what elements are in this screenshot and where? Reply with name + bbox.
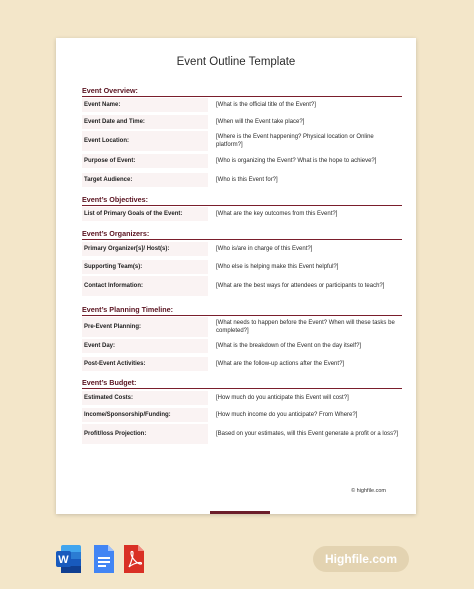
row-value[interactable]: [Who else is helping make this Event helpful?]: [216, 264, 339, 270]
table-row: [82, 154, 402, 168]
table-row: [82, 391, 402, 405]
row-value[interactable]: [Who is organizing the Event? What is the hope to achieve?]: [216, 158, 377, 164]
row-label: Profit/loss Projection:: [82, 424, 208, 444]
row-value[interactable]: [How much do you anticipate this Event will cost?]: [216, 395, 349, 401]
section-event-overview: [82, 86, 402, 97]
table-row: [82, 339, 402, 353]
row-value[interactable]: [What are the follow-up actions after the Event?]: [216, 361, 345, 367]
row-value[interactable]: [How much income do you anticipate? From Where?]: [216, 412, 358, 418]
section-event-objectives: [82, 195, 402, 206]
row-label: Target Audience:: [82, 173, 208, 187]
table-row: [82, 242, 402, 256]
word-icon-letter: W: [58, 554, 69, 566]
row-value[interactable]: [What needs to happen before the Event? When will these tasks be completed?]: [216, 320, 395, 334]
row-value[interactable]: [What are the key outcomes from this Event?]: [216, 211, 338, 217]
pdf-icon[interactable]: [121, 543, 147, 575]
row-label: Event Day:: [82, 339, 208, 353]
table-row: [82, 115, 402, 129]
row-value[interactable]: [What are the best ways for attendees or participants to teach?]: [216, 283, 385, 289]
table-row: [82, 357, 402, 371]
table-row: [82, 131, 402, 151]
table-row: [82, 276, 402, 296]
table-row: [82, 317, 402, 337]
row-value[interactable]: [Based on your estimates, will this Event generate a profit or a loss?]: [216, 431, 399, 437]
table-row: [82, 424, 402, 444]
word-icon[interactable]: [56, 543, 82, 575]
row-label: Primary Organizer[s]/ Host(s):: [82, 242, 208, 256]
row-value[interactable]: [What is the breakdown of the Event on the day itself?]: [216, 343, 362, 349]
row-value[interactable]: [When will the Event take place?]: [216, 119, 305, 125]
table-row: [82, 98, 402, 112]
section-title: Event’s Budget:: [82, 378, 402, 389]
section-title: Event’s Planning Timeline:: [82, 305, 402, 316]
table-row: [82, 260, 402, 274]
copyright-credit: © highfile.com: [351, 488, 386, 494]
section-title: Event’s Organizers:: [82, 229, 402, 240]
row-label: Supporting Team(s):: [82, 260, 208, 274]
row-value[interactable]: [Who is this Event for?]: [216, 177, 278, 183]
table-row: [82, 408, 402, 422]
document-page: [56, 38, 416, 514]
row-value[interactable]: [What is the official title of the Event?]: [216, 102, 316, 108]
section-event-budget: [82, 378, 402, 389]
section-title: Event’s Objectives:: [82, 195, 402, 206]
row-label: Contact Information:: [82, 276, 208, 296]
table-row: [82, 173, 402, 187]
row-label: Estimated Costs:: [82, 391, 208, 405]
table-row: [82, 207, 402, 221]
document-title: Event Outline Template: [176, 56, 296, 68]
google-docs-icon[interactable]: [91, 543, 117, 575]
section-event-organizers: [82, 229, 402, 240]
row-value[interactable]: [Who is/are in charge of this Event?]: [216, 246, 313, 252]
row-value[interactable]: [Where is the Event happening? Physical location or Online platform?]: [216, 134, 374, 148]
row-label: Event Date and Time:: [82, 115, 208, 129]
section-planning-timeline: [82, 305, 402, 316]
row-label: Post-Event Activities:: [82, 357, 208, 371]
row-label: Purpose of Event:: [82, 154, 208, 168]
page-accent-bar: [210, 511, 270, 514]
row-label: Event Location:: [82, 131, 208, 151]
row-label: List of Primary Goals of the Event:: [82, 207, 208, 221]
row-label: Event Name:: [82, 98, 208, 112]
section-title: Event Overview:: [82, 86, 402, 97]
row-label: Pre-Event Planning:: [82, 317, 208, 337]
highfile-brand-badge[interactable]: Highfile.com: [313, 546, 409, 572]
row-label: Income/Sponsorship/Funding:: [82, 408, 208, 422]
